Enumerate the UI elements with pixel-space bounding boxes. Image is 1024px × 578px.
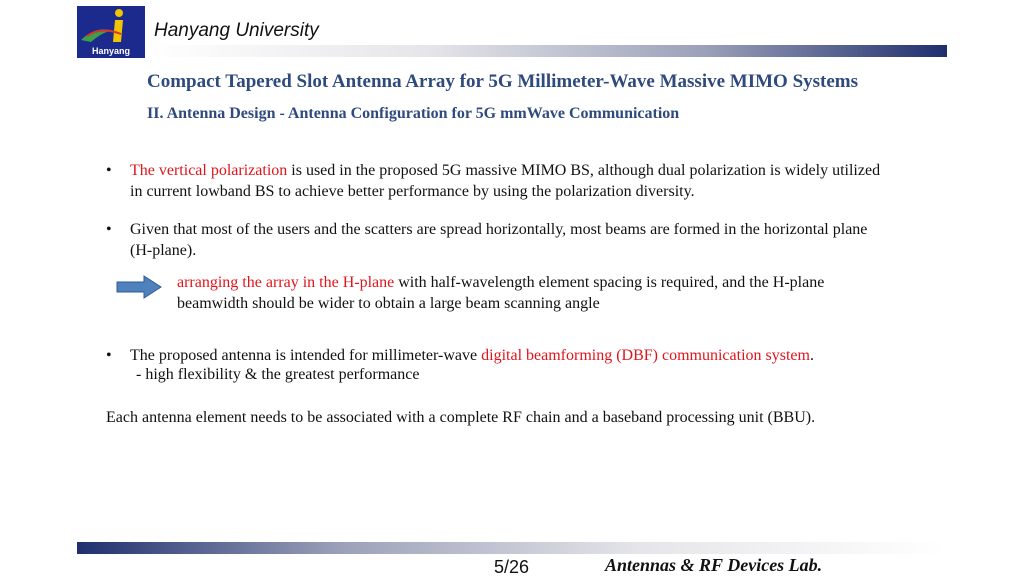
highlight-text: arranging the array in the H-plane [177, 274, 395, 291]
highlight-text: The vertical polarization [130, 162, 288, 179]
bullet-body: The proposed antenna is intended for millimeter-wave [130, 347, 482, 364]
bullet-dot: • [106, 162, 112, 179]
header-divider-bar [146, 45, 947, 57]
university-logo [77, 6, 145, 58]
body-paragraph: Each antenna element needs to be associated with a complete RF chain and a baseband processing unit (BBU). [106, 409, 816, 426]
slide-subtitle: II. Antenna Design - Antenna Configuration for 5G mmWave Communication [147, 105, 680, 122]
bullet-text: Given that most of the users and the scatters are spread horizontally, most beams are formed in the horizontal plane (H-plane). [130, 221, 868, 259]
arrow-note-body: with half-wavelength element spacing is required, and the H-plane beamwidth should be wider to obtain a large beam scanning angle [177, 274, 825, 312]
bullet-period: . [809, 347, 814, 364]
bullet-text [130, 160, 890, 202]
bullet-dot: • [106, 221, 112, 238]
sub-note: - high flexibility & the greatest performance [136, 366, 420, 383]
bullet-body: is used in the proposed 5G massive MIMO BS, although dual polarization is widely utilized in current lowband BS to achieve better performance by using the polarization diversity. [130, 162, 881, 200]
highlight-text: digital beamforming (DBF) communication system [481, 347, 810, 364]
lab-name: Antennas & RF Devices Lab. [605, 555, 823, 575]
logo-text: Hanyang [91, 46, 131, 56]
slide-title: Compact Tapered Slot Antenna Array for 5G Millimeter-Wave Massive MIMO Systems [147, 71, 859, 92]
arrow-note [177, 272, 897, 314]
bullet-dot: • [106, 347, 112, 364]
footer-divider-bar [77, 542, 947, 554]
bullet-text [130, 345, 890, 366]
page-number: 5/26 [494, 557, 530, 577]
right-arrow-icon [116, 275, 162, 299]
university-name: Hanyang University [154, 20, 319, 41]
